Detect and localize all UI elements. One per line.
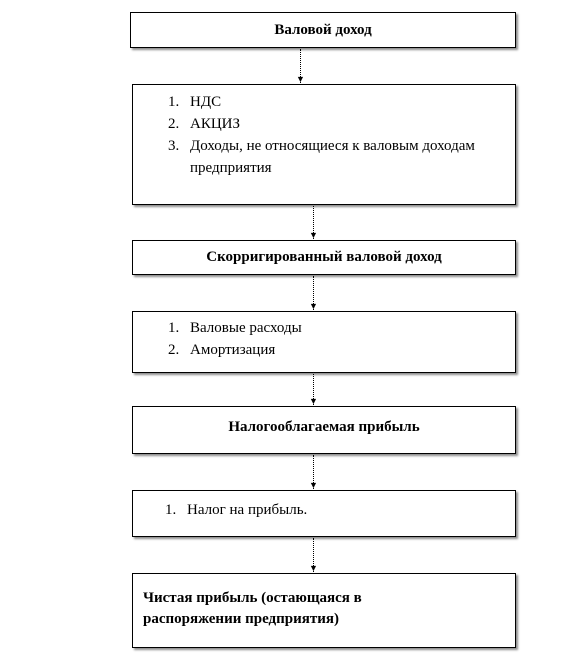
arrow-head-icon: ▼ <box>309 230 318 240</box>
net-profit-title: Чистая прибыль (остающаяся в распоряжении предприятия) <box>143 590 362 627</box>
adjusted-income-title: Скорригированный валовой доход <box>206 249 442 265</box>
arrow-3 <box>309 276 318 311</box>
list-item: 1. Налог на прибыль. <box>165 502 308 518</box>
list-item: 2. Амортизация <box>168 342 276 358</box>
deductions-list-3 <box>165 499 495 521</box>
arrow-head-icon: ▼ <box>309 301 318 311</box>
deductions-list-1 <box>168 91 498 179</box>
arrow-5 <box>309 455 318 490</box>
list-item: 2. АКЦИЗ <box>168 116 241 132</box>
arrow-6 <box>309 538 318 573</box>
arrow-head-icon: ▼ <box>309 396 318 406</box>
arrow-head-icon: ▼ <box>309 480 318 490</box>
deductions-box-3 <box>132 490 516 537</box>
list-item: 3. Доходы, не относящиеся к валовым доходам предприятия <box>168 138 475 176</box>
arrow-4 <box>309 374 318 406</box>
deductions-box-2 <box>132 311 516 373</box>
adjusted-income-box <box>132 240 516 275</box>
list-item: 1. Валовые расходы <box>168 320 302 336</box>
list-item: 1. НДС <box>168 94 222 110</box>
arrow-head-icon: ▼ <box>296 74 305 84</box>
taxable-profit-title: Налогооблагаемая прибыль <box>228 419 420 435</box>
arrow-2 <box>309 206 318 240</box>
deductions-list-2 <box>168 317 498 361</box>
arrow-1 <box>296 49 305 84</box>
gross-income-title: Валовой доход <box>274 22 372 38</box>
deductions-box-1 <box>132 84 516 205</box>
taxable-profit-box <box>132 406 516 454</box>
arrow-head-icon: ▼ <box>309 563 318 573</box>
net-profit-box <box>132 573 516 648</box>
gross-income-box <box>130 12 516 48</box>
